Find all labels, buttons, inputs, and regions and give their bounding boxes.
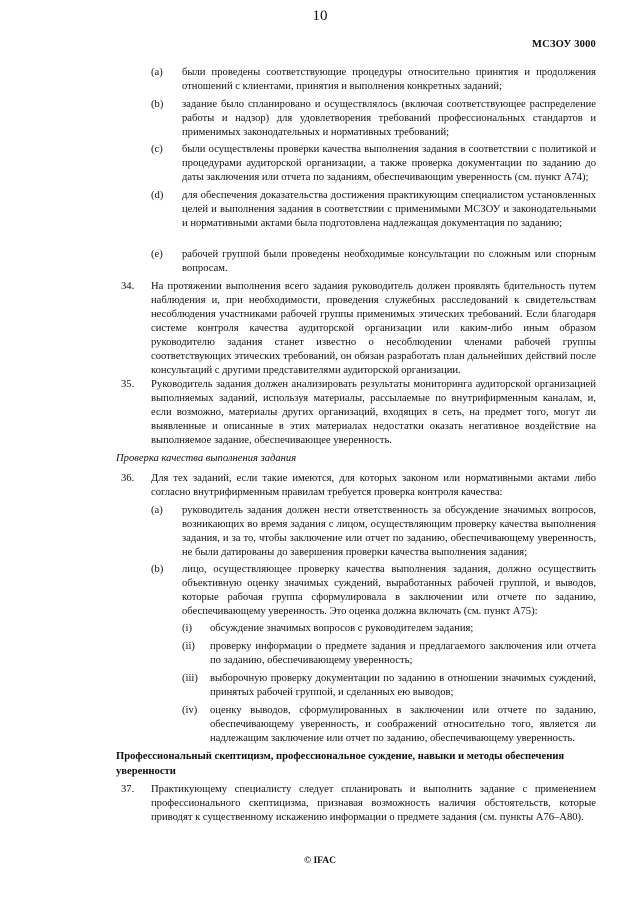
list-item-c: были осуществлены проверки качества выполнения задания в соответствии с политикой и процедурами аудиторской организации, а также проверка документации по заданию до даты заключения или отчета по заданиям, обеспечивающим уверенность (см. пункт А74);: [182, 144, 596, 183]
document-code: МСЗОУ 3000: [532, 39, 596, 50]
section-heading-bold: Профессиональный скептицизм, профессиональное суждение, навыки и методы обеспечения уверенности: [116, 751, 565, 777]
sublist-item-iv: оценку выводов, сформулированных в заключении или отчете по заданию, обеспечивающему уверенность, и соображений относительно того, является ли надлежащим заключение или отчет по заданию, обеспечивающему уверенность.: [210, 705, 596, 744]
footer-copyright: © IFAC: [304, 856, 336, 866]
list-item-b: задание было спланировано и осуществлялось (включая соответствующее распределение работы и надзор) для удовлетворения требований профессиональных стандартов и применимых законодательных и нормативных требований;: [182, 99, 596, 138]
sublist-label: (iii): [182, 673, 198, 684]
list-label: (c): [151, 144, 163, 155]
list-item-e: рабочей группой были проведены необходимые консультации по сложным или спорным вопросам.: [182, 249, 596, 274]
paragraph-36: Для тех заданий, если такие имеются, для которых законом или нормативными актами либо согласно внутрифирменным правилам требуется проверка контроля качества:: [151, 473, 596, 498]
list-label: (b): [151, 564, 164, 575]
list-label: (a): [151, 505, 163, 516]
paragraph-36-item-b: лицо, осуществляющее проверку качества выполнения задания, должно осуществить объективную оценку значимых суждений, выработанных рабочей группой, и выводов, которые рабочая группа сформулировала в заключении или отчете по заданию, обеспечивающему уверенность. Это оценка должна включать (см. пункт А75):: [182, 564, 596, 617]
sublist-item-i: обсуждение значимых вопросов с руководителем задания;: [210, 623, 474, 634]
sublist-item-ii: проверку информации о предмете задания и предлагаемого заключения или отчета по заданию, обеспечивающему уверенность;: [210, 641, 596, 666]
page-number: 10: [312, 8, 328, 24]
list-item-d: для обеспечения доказательства достижения практикующим специалистом установленных целей и выполнения задания в соответствии с применимыми МСЗОУ и законодательными и нормативными актами была подготовлена надлежащая документация по заданию;: [182, 190, 596, 229]
paragraph-36-item-a: руководитель задания должен нести ответственность за обсуждение значимых вопросов, возникающих во время задания с лицом, осуществляющим проверку качества выполнения задания, и за то, чтобы заключение или отчет по заданию, обеспечивающему уверенность, не были датированы до завершения проверки качества выполнения задания;: [182, 505, 596, 558]
list-label: (d): [151, 190, 164, 201]
paragraph-35: Руководитель задания должен анализировать результаты мониторинга аудиторской организацией выполняемых заданий, используя материалы, рассылаемые по внутрифирменным каналам, и, если возможно, материалы других организаций, входящих в сеть, на предмет того, могут ли выявленные и описанные в этих материалах недостатки оказать негативное воздействие на выполняемое задание, обеспечивающее уверенность.: [151, 379, 596, 446]
sublist-item-iii: выборочную проверку документации по заданию в отношении значимых суждений, принятых рабочей группой, и сделанных ею выводов;: [210, 673, 596, 698]
list-label: (e): [151, 249, 163, 260]
section-heading: Проверка качества выполнения задания: [116, 453, 297, 464]
paragraph-number: 37.: [121, 784, 135, 795]
sublist-label: (i): [182, 623, 192, 634]
list-label: (b): [151, 99, 164, 110]
sublist-label: (iv): [182, 705, 198, 716]
paragraph-number: 36.: [121, 473, 135, 484]
paragraph-number: 34.: [121, 281, 135, 292]
list-item-a: были проведены соответствующие процедуры относительно принятия и продолжения отношений с клиентами, принятия и выполнения конкретных заданий;: [182, 67, 596, 92]
paragraph-number: 35.: [121, 379, 135, 390]
sublist-label: (ii): [182, 641, 195, 652]
paragraph-34: На протяжении выполнения всего задания руководитель должен проявлять бдительность путем наблюдения и, при необходимости, проведения служебных расследований к свидетельствам несоблюдения участниками рабочей группы применимых этических требований. Если благодаря системе контроля качества аудиторской организации или каким-либо иным образом руководителю задания станет известно о несоблюдении членами рабочей группы соответствующих этических требований, он обязан разработать план дальнейших действий после консультаций с другими представителями аудиторской организации.: [151, 281, 596, 376]
paragraph-37: Практикующему специалисту следует спланировать и выполнить задание с применением профессионального скептицизма, признавая возможность наличия обстоятельств, которые приводят к существенному искажению информации о предмете задания (см. пункты А76–А80).: [151, 784, 596, 823]
list-label: (a): [151, 67, 163, 78]
